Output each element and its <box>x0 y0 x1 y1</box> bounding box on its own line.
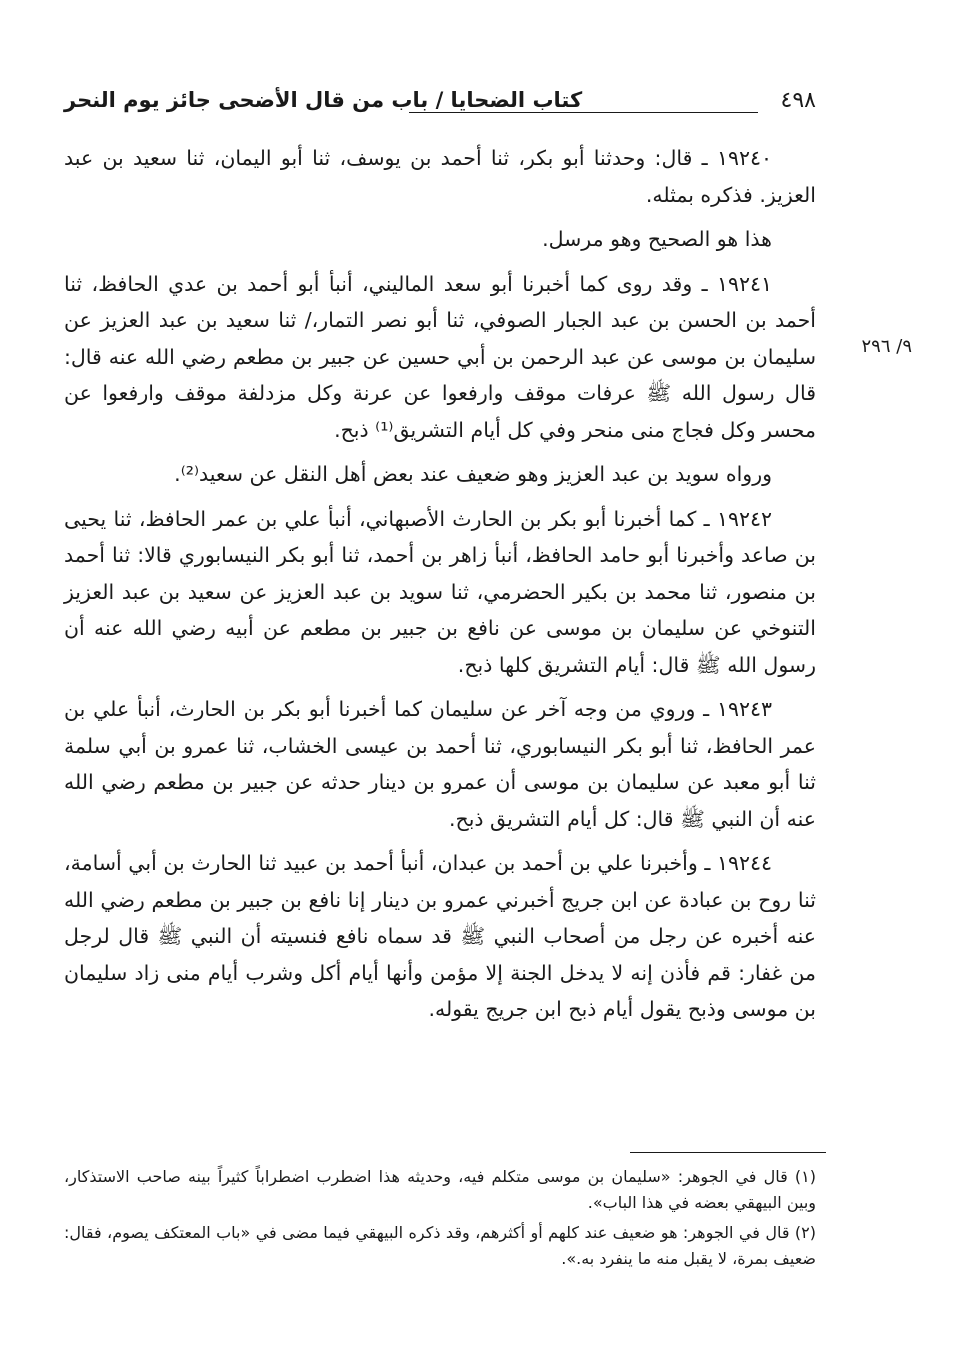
footnote-separator <box>630 1152 826 1153</box>
main-text <box>64 140 816 1036</box>
margin-volume-page-note: ٩/ ٢٩٦ <box>861 336 912 357</box>
hadith-paragraph-19241: ١٩٢٤١ ـ وقد روى كما أخبرنا أبو سعد الماليني، أنبأ أبو أحمد بن عدي الحافظ، ثنا أحمد بن الحسن بن عبد الجبار الصوفي، ثنا أبو نصر التمار،/ ثنا سعيد بن عبد العزيز عن سليمان بن موسى عن عبد الرحمن بن أبي حسين عن جبير بن مطعم رضي الله عنه قال: قال رسول الله ﷺ عرفات موقف وارفعوا عن عرنة وكل مزدلفة موقف وارفعوا عن محسر وكل فجاج منى منحر وفي كل أيام التشريق⁽¹⁾ ذبح. <box>64 271 816 442</box>
commentary-paragraph: هذا هو الصحيح وهو مرسل. <box>542 227 772 251</box>
header-rule <box>409 112 758 113</box>
hadith-paragraph-19242: ١٩٢٤٢ ـ كما أخبرنا أبو بكر بن الحارث الأصبهاني، أنبأ علي بن عمر الحافظ، ثنا يحيى بن صاعد وأخبرنا أبو حامد الحافظ، أنبأ زاهر بن أحمد، ثنا أبو بكر النيسابوري قالا: ثنا أحمد بن منصور، ثنا محمد بن بكير الحضرمي، ثنا سويد بن عبد العزيز عن سعيد بن عبد العزيز التنوخي عن سليمان بن موسى عن نافع بن جبير بن مطعم عن أبيه رضي الله عنه أن رسول الله ﷺ قال: أيام التشريق كلها ذبح. <box>64 506 816 677</box>
page-number: ٤٩٨ <box>780 88 816 113</box>
page-header <box>64 86 816 122</box>
footnotes <box>64 1164 816 1276</box>
commentary-paragraph: ورواه سويد بن عبد العزيز وهو ضعيف عند بعض أهل النقل عن سعيد⁽²⁾. <box>174 462 772 486</box>
hadith-paragraph-19240: ١٩٢٤٠ ـ قال: وحدثنا أبو بكر، ثنا أحمد بن يوسف، ثنا أبو اليمان، ثنا سعيد بن عبد العزيز. فذكره بمثله. <box>64 146 816 207</box>
running-title: كتاب الضحايا / باب من قال الأضحى جائز يوم النحر <box>64 88 583 112</box>
hadith-paragraph-19243: ١٩٢٤٣ ـ وروي من وجه آخر عن سليمان كما أخبرنا أبو بكر بن الحارث، أنبأ علي بن عمر الحافظ، ثنا أبو بكر النيسابوري، ثنا أحمد بن عيسى الخشاب، ثنا عمرو بن أبي سلمة ثنا أبو معبد عن سليمان بن موسى أن عمرو بن دينار حدثه عن جبير بن مطعم رضي الله عنه أن النبي ﷺ قال: كل أيام التشريق ذبح. <box>64 697 816 831</box>
footnote-1: (١) قال في الجوهر: «سليمان بن موسى متكلم فيه، وحديثه هذا اضطرب اضطراباً كثيراً بينه صاحب الاستذكار، وبين البيهقي بعضه في هذا الباب». <box>64 1167 816 1212</box>
footnote-2: (٢) قال في الجوهر: هو ضعيف عند كلهم أو أكثرهم، وقد ذكره البيهقي فيما مضى في «باب المعتكف يصوم، فقال: ضعيف بمرة، لا يقبل منه ما ينفرد به.». <box>64 1223 816 1268</box>
hadith-paragraph-19244: ١٩٢٤٤ ـ وأخبرنا علي بن أحمد بن عبدان، أنبأ أحمد بن عبيد ثنا الحارث بن أبي أسامة، ثنا روح بن عبادة عن ابن جريج أخبرني عمرو بن دينار إنا نافع بن جبير بن مطعم رضي الله عنه أخبره عن رجل من أصحاب النبي ﷺ قد سماه نافع فنسيته أن النبي ﷺ قال لرجل من غفار: قم فأذن إنه لا يدخل الجنة إلا مؤمن وأنها أيام أكل وشرب أيام منى زاد سليمان بن موسى وذبح يقول أيام ذبح ابن جريج يقوله. <box>64 851 816 1021</box>
